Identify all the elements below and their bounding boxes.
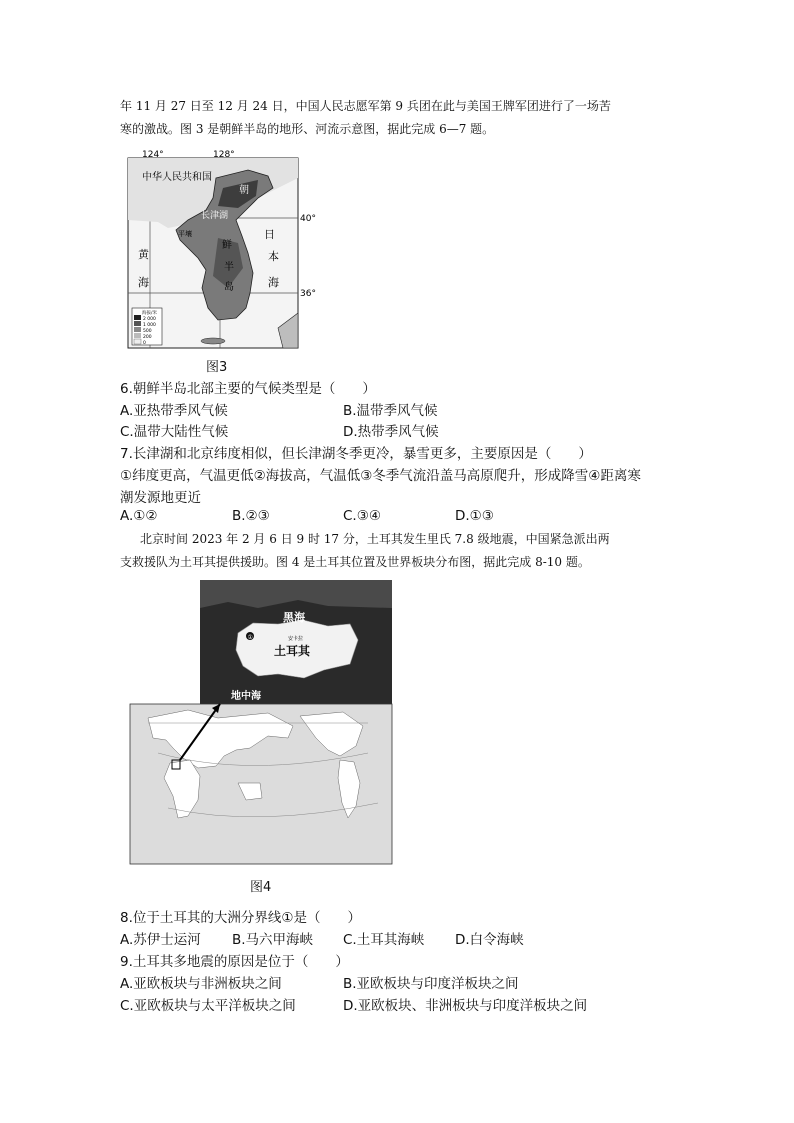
yellow-sea-2: 海	[138, 276, 149, 289]
q7-statements-cont: 潮发源地更近	[120, 490, 201, 506]
legend-value-1: 1 000	[143, 323, 156, 328]
q8-option-d: D.白令海峡	[455, 932, 524, 948]
black-sea-label: 黑海	[283, 611, 305, 624]
marker-one: ①	[247, 634, 253, 641]
sea-japan-3: 海	[268, 276, 279, 289]
lon-124: 124°	[142, 150, 164, 160]
figure4-map	[128, 578, 398, 870]
intro2-line1: 北京时间 2023 年 2 月 6 日 9 时 17 分，土耳其发生里氏 7.8 级地震，中国紧急派出两	[140, 532, 610, 546]
q9-option-d: D.亚欧板块、非洲板块与印度洋板块之间	[343, 998, 588, 1014]
legend-title: 海拔/米	[142, 311, 158, 316]
lat-36: 36°	[300, 289, 316, 299]
intro2-line2: 支救援队为土耳其提供援助。图 4 是土耳其位置及世界板块分布图，据此完成 8-10 题。	[120, 555, 590, 569]
q9-option-a: A.亚欧板块与非洲板块之间	[120, 976, 282, 992]
q8-option-b: B.马六甲海峡	[232, 932, 314, 948]
sea-japan-1: 日	[264, 228, 275, 241]
q7-statements: ①纬度更高，气温更低②海拔高，气温低③冬季气流沿盖马高原爬升，形成降雪④距离寒	[120, 468, 641, 484]
turkey-label: 土耳其	[274, 644, 311, 658]
q6-option-c: C.温带大陆性气候	[120, 424, 229, 440]
lon-128: 128°	[213, 150, 235, 160]
q6-stem: 6.朝鲜半岛北部主要的气候类型是（ ）	[120, 381, 376, 397]
pen-char-3: 半	[224, 262, 234, 273]
legend-value-0: 2 000	[143, 317, 156, 322]
q6-option-b: B.温带季风气候	[343, 403, 438, 419]
legend-value-3: 200	[143, 335, 152, 340]
q9-stem: 9.土耳其多地震的原因是位于（ ）	[120, 954, 349, 970]
figure4-caption: 图4	[250, 880, 272, 895]
pen-char-4: 岛	[224, 282, 234, 293]
q9-option-c: C.亚欧板块与太平洋板块之间	[120, 998, 296, 1014]
intro1-line2: 寒的激战。图 3 是朝鲜半岛的地形、河流示意图，据此完成 6—7 题。	[120, 122, 495, 136]
q7-option-b: B.②③	[232, 508, 270, 524]
china-label: 中华人民共和国	[142, 172, 212, 183]
pen-char-1: 朝	[239, 185, 249, 196]
q7-option-c: C.③④	[343, 508, 381, 524]
pen-char-2: 鲜	[222, 240, 232, 251]
figure3-map	[118, 148, 340, 373]
yellow-sea-1: 黄	[138, 248, 149, 261]
q8-stem: 8.位于土耳其的大洲分界线①是（ ）	[120, 910, 361, 926]
lat-40: 40°	[300, 214, 316, 224]
q6-option-a: A.亚热带季风气候	[120, 403, 228, 419]
legend-value-2: 500	[143, 329, 152, 334]
q7-option-d: D.①③	[455, 508, 494, 524]
pyongyang-label: 平壤	[178, 230, 192, 238]
ankara-label: 安卡拉	[288, 636, 304, 642]
legend-value-4: 0	[143, 341, 146, 346]
figure3-caption: 图3	[206, 360, 228, 375]
mediterranean-label: 地中海	[231, 691, 261, 702]
sea-japan-2: 本	[268, 250, 279, 263]
q8-option-c: C.土耳其海峡	[343, 932, 425, 948]
q7-stem: 7.长津湖和北京纬度相似，但长津湖冬季更冷，暴雪更多，主要原因是（ ）	[120, 446, 592, 462]
lake-label: 长津湖	[201, 211, 229, 221]
q7-option-a: A.①②	[120, 508, 158, 524]
q6-option-d: D.热带季风气候	[343, 424, 439, 440]
intro1-line1: 年 11 月 27 日至 12 月 24 日，中国人民志愿军第 9 兵团在此与美国王牌军团进行了一场苦	[120, 99, 611, 113]
q8-option-a: A.苏伊士运河	[120, 932, 201, 948]
q9-option-b: B.亚欧板块与印度洋板块之间	[343, 976, 519, 992]
